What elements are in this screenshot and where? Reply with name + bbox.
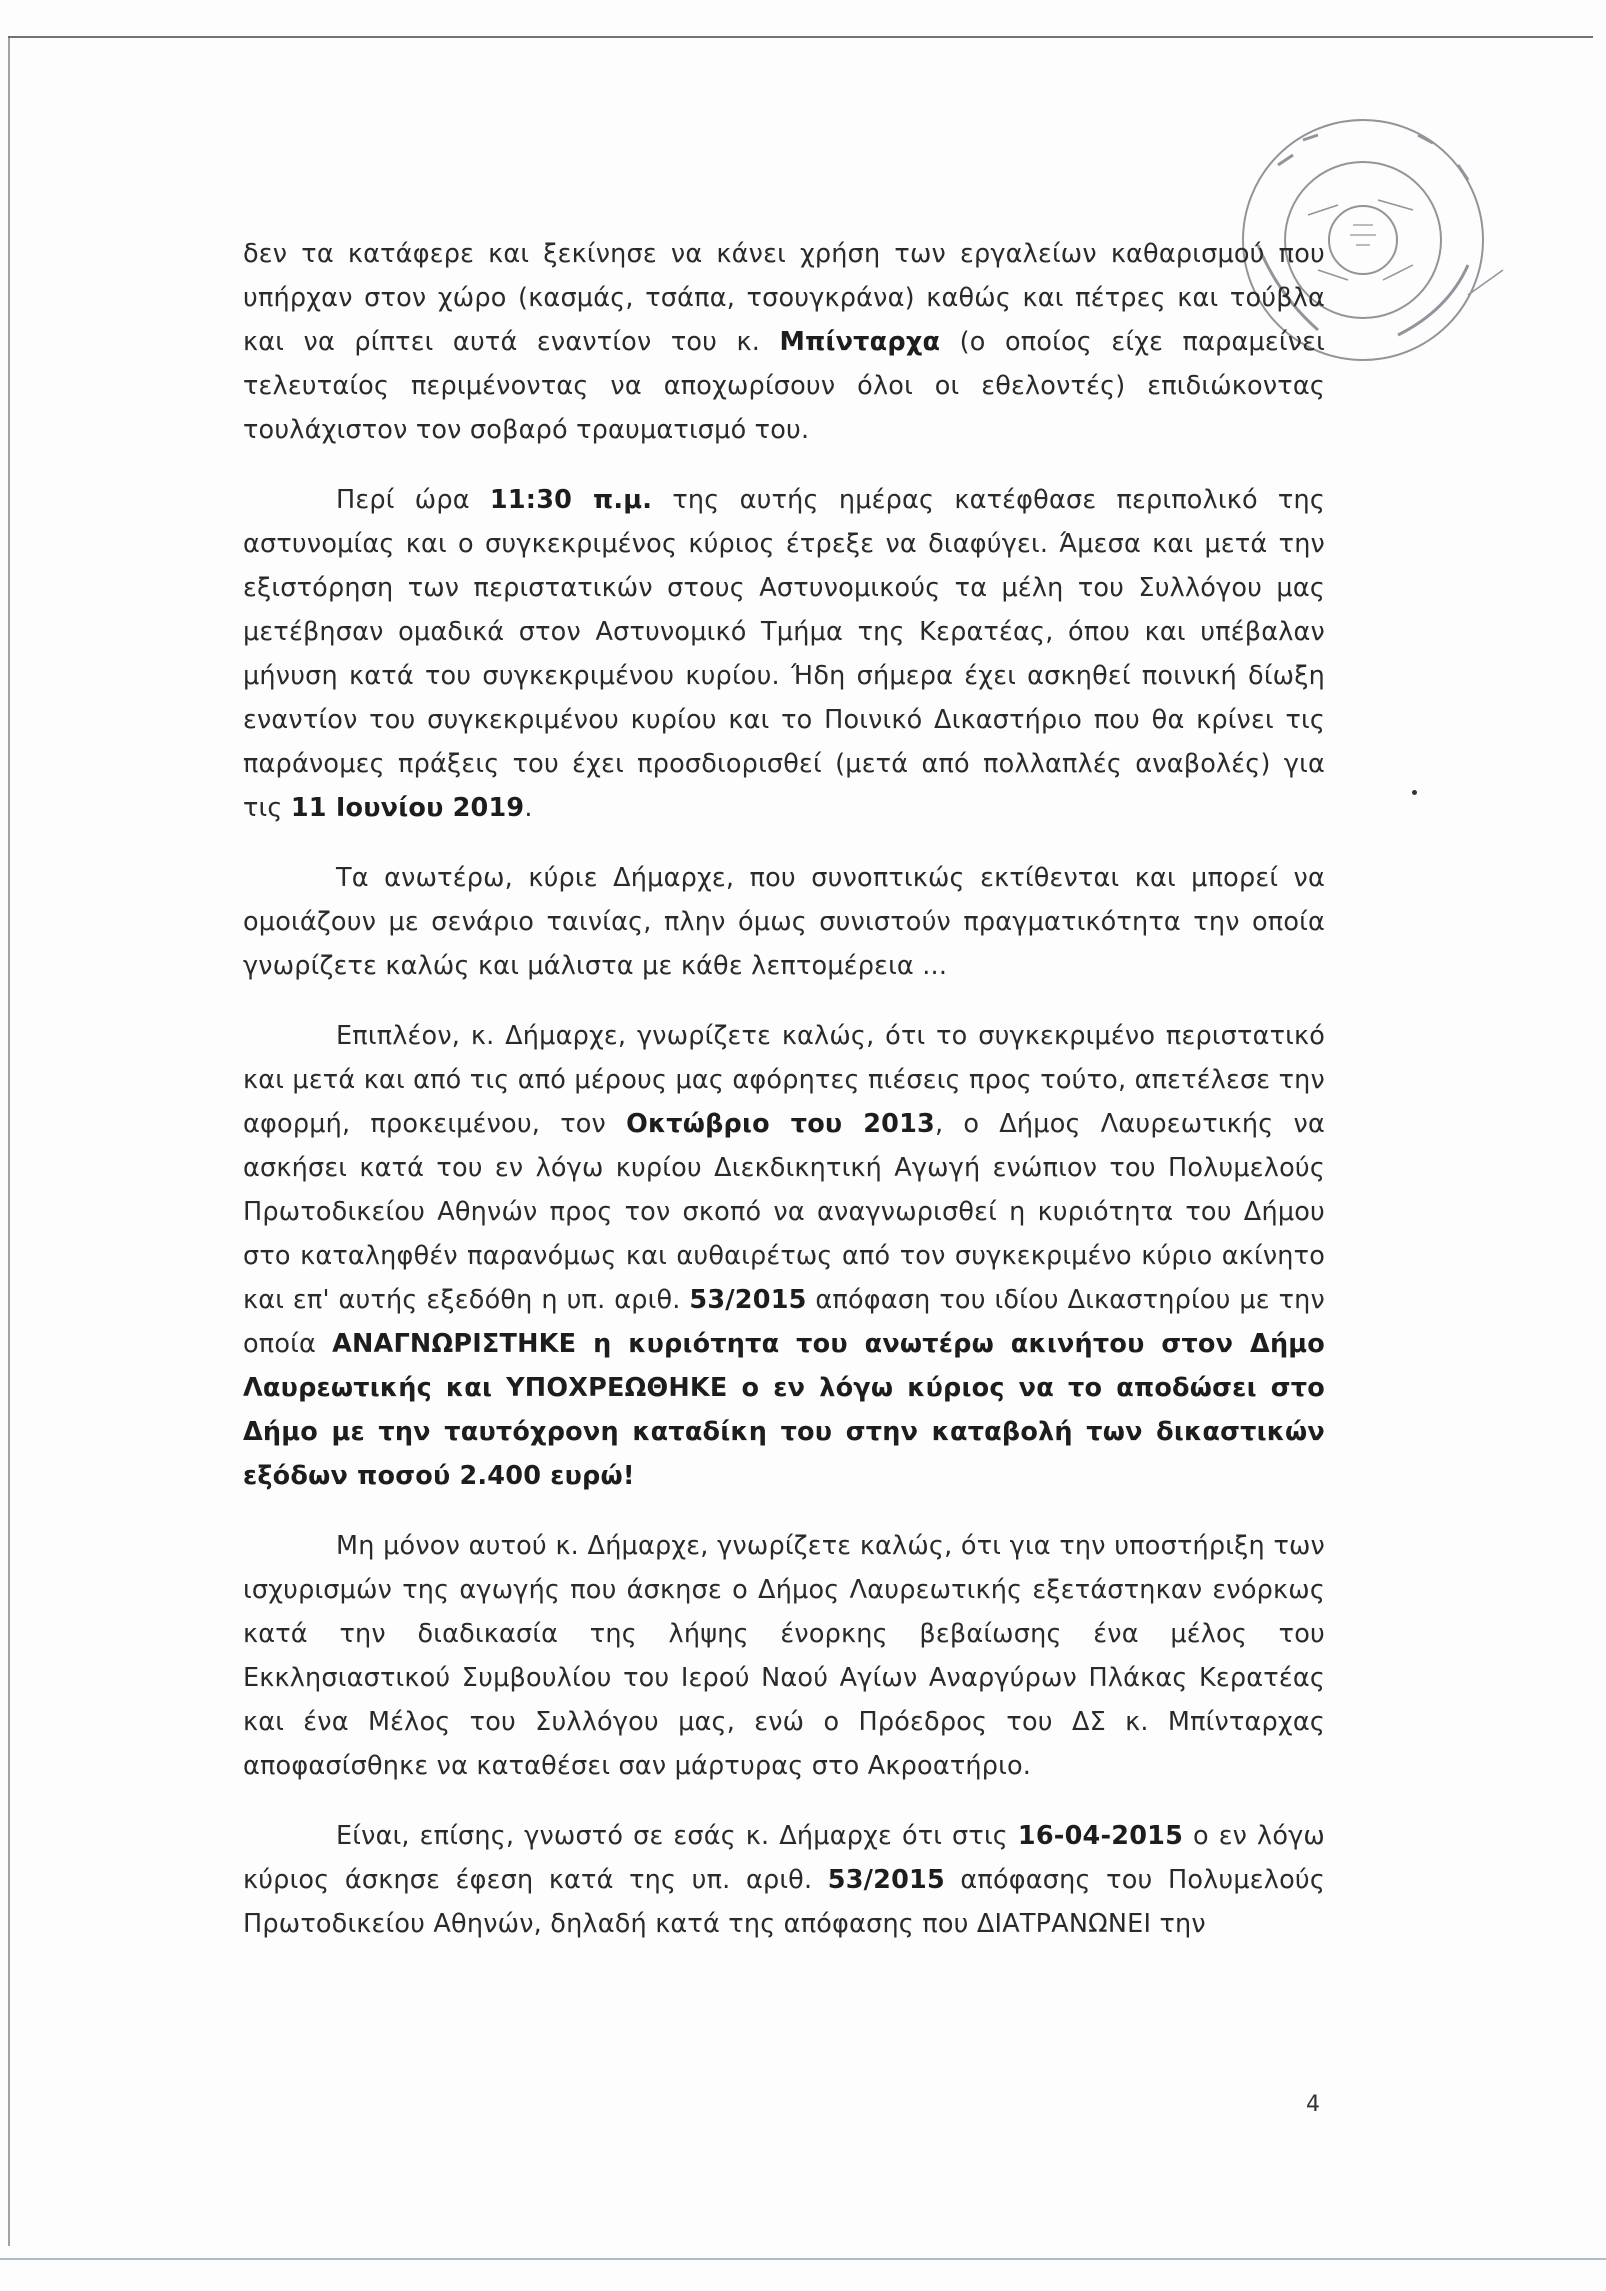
paragraph-p5	[243, 1524, 1325, 1788]
text-segment: Επιπλέον, κ. Δήμαρχε, γνωρίζετε καλώς, ότι το συγκεκριμένο περιστατικό και μετά και από τις από μέρους μας αφόρητες πιέσεις προς τούτο, απετέλεσε την αφορμή, προκειμένου, τον	[243, 1021, 1325, 1139]
scan-edge-left	[8, 36, 10, 2246]
text-segment: απόφαση του ιδίου Δικαστηρίου με την οποία	[243, 1285, 1325, 1359]
scan-edge-top	[8, 36, 1593, 38]
letter-body	[243, 232, 1325, 1972]
text-segment: δεν τα κατάφερε και ξεκίνησε να κάνει χρήση των εργαλείων καθαρισμού που υπήρχαν στον χώρο (κασμάς, τσάπα, τσουγκράνα) καθώς και πέτρες και τούβλα και να ρίπτει αυτά εναντίον του κ.	[243, 239, 1325, 357]
text-segment: Τα ανωτέρω, κύριε Δήμαρχε, που συνοπτικώς εκτίθενται και μπορεί να ομοιάζουν με σενάριο ταινίας, πλην όμως συνιστούν πραγματικότητα την οποία γνωρίζετε καλώς και μάλιστα με κάθε λεπτομέρεια ...	[243, 863, 1325, 981]
bold-text-segment: 53/2015	[689, 1285, 807, 1315]
text-segment: απόφασης του Πολυμελούς Πρωτοδικείου Αθηνών, δηλαδή κατά της απόφασης που ΔΙΑΤΡΑΝΩΝΕΙ την	[243, 1865, 1325, 1939]
paragraph-p4	[243, 1014, 1325, 1498]
text-segment: της αυτής ημέρας κατέφθασε περιπολικό της αστυνομίας και ο συγκεκριμένος κύριος έτρεξε να διαφύγει. Άμεσα και μετά την εξιστόρηση των περιστατικών στους Αστυνομικούς τα μέλη του Συλλόγου μας μετέβησαν ομαδικά στον Αστυνομικό Τμήμα της Κερατέας, όπου και υπέβαλαν μήνυση κατά του συγκεκριμένου κυρίου. Ήδη σήμερα έχει ασκηθεί ποινική δίωξη εναντίον του συγκεκριμένου κυρίου και το Ποινικό Δικαστήριο που θα κρίνει τις παράνομες πράξεις του έχει προσδιορισθεί (μετά από πολλαπλές αναβολές) για τις	[243, 485, 1326, 823]
text-segment: Είναι, επίσης, γνωστό σε εσάς κ. Δήμαρχε ότι στις	[336, 1821, 1018, 1851]
bold-text-segment: Μπίνταρχα	[779, 327, 941, 357]
bold-text-segment: 53/2015	[827, 1865, 945, 1895]
text-segment: .	[524, 793, 533, 823]
bold-text-segment: 11 Ιουνίου 2019	[290, 793, 525, 823]
bold-text-segment: Οκτώβριο του 2013	[626, 1109, 935, 1139]
text-segment: Περί ώρα	[336, 485, 490, 515]
bold-text-segment: ΑΝΑΓΝΩΡΙΣΤΗΚΕ η κυριότητα του ανωτέρω ακινήτου στον Δήμο Λαυρεωτικής και ΥΠΟΧΡΕΩΘΗΚΕ ο εν λόγω κύριος να το αποδώσει στο Δήμο με την ταυτόχρονη καταδίκη του στην καταβολή των δικαστικών εξόδων ποσού 2.400 ευρώ!	[243, 1329, 1325, 1491]
text-segment: ο εν λόγω κύριος άσκησε έφεση κατά της υπ. αριθ.	[243, 1821, 1325, 1895]
bold-text-segment: 16-04-2015	[1017, 1821, 1184, 1851]
text-segment: Μη μόνον αυτού κ. Δήμαρχε, γνωρίζετε καλώς, ότι για την υποστήριξη των ισχυρισμών της αγωγής που άσκησε ο Δήμος Λαυρεωτικής εξετάστηκαν ενόρκως κατά την διαδικασία της λήψης ένορκης βεβαίωσης ένα μέλος του Εκκλησιαστικού Συμβουλίου του Ιερού Ναού Αγίων Αναργύρων Πλάκας Κερατέας και ένα Μέλος του Συλλόγου μας, ενώ ο Πρόεδρος του ΔΣ κ. Μπίνταρχας αποφασίσθηκε να καταθέσει σαν μάρτυρας στο Ακροατήριο.	[243, 1531, 1325, 1781]
scan-speck	[1412, 790, 1417, 795]
paragraph-p6	[243, 1814, 1325, 1946]
paragraph-p1	[243, 232, 1325, 452]
scan-edge-bottom	[0, 2258, 1606, 2260]
paragraph-p2	[243, 478, 1325, 830]
page-number: 4	[1306, 2092, 1320, 2117]
text-segment: (ο οποίος είχε παραμείνει τελευταίος περιμένοντας να αποχωρίσουν όλοι οι εθελοντές) επιδιώκοντας τουλάχιστον τον σοβαρό τραυματισμό του.	[243, 327, 1325, 445]
paragraph-p3	[243, 856, 1325, 988]
bold-text-segment: 11:30 π.μ.	[489, 485, 653, 515]
text-segment: , ο Δήμος Λαυρεωτικής να ασκήσει κατά του εν λόγω κυρίου Διεκδικητική Αγωγή ενώπιον του Πολυμελούς Πρωτοδικείου Αθηνών προς τον σκοπό να αναγνωρισθεί η κυριότητα του Δήμου στο καταληφθέν παρανόμως και αυθαιρέτως από τον συγκεκριμένο κύριο ακίνητο και επ' αυτής εξεδόθη η υπ. αριθ.	[243, 1109, 1325, 1315]
